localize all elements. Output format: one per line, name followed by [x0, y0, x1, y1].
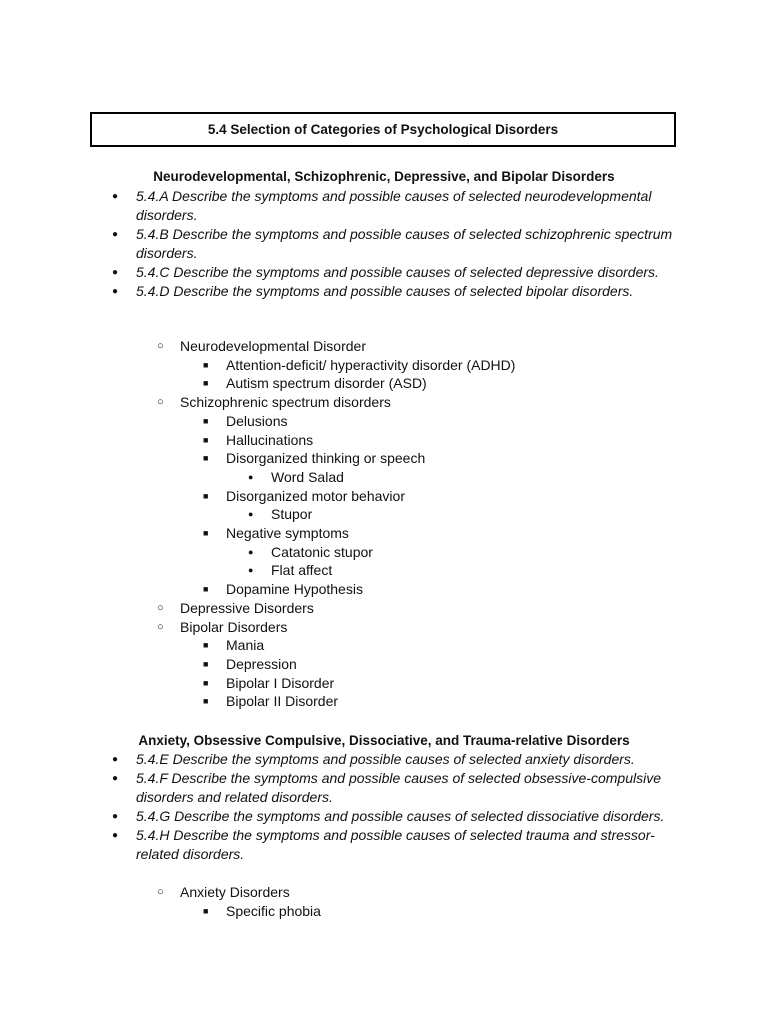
outline-item: ■ Disorganized thinking or speech — [0, 449, 768, 468]
outline-item: ■ Dopamine Hypothesis — [0, 580, 768, 599]
outline-item: ○ Schizophrenic spectrum disorders — [0, 393, 768, 412]
outline-item: ■ Specific phobia — [0, 902, 768, 921]
objective-item: ● 5.4.D Describe the symptoms and possible causes of selected bipolar disorders. — [0, 282, 684, 301]
page-title: 5.4 Selection of Categories of Psychological Disorders — [90, 112, 676, 147]
outline-item: ○ Neurodevelopmental Disorder — [0, 337, 768, 356]
outline-item: ■ Hallucinations — [0, 431, 768, 450]
objective-item: ● 5.4.G Describe the symptoms and possible causes of selected dissociative disorders. — [0, 807, 684, 826]
outline-item: ● Flat affect — [0, 561, 768, 580]
outline-item: ■ Negative symptoms — [0, 524, 768, 543]
objective-item: ● 5.4.C Describe the symptoms and possible causes of selected depressive disorders. — [0, 263, 684, 282]
outline-item: ○ Anxiety Disorders — [0, 883, 768, 902]
objectives-list-2 — [0, 750, 768, 864]
objective-item: ● 5.4.B Describe the symptoms and possible causes of selected schizophrenic spectrum disorders. — [0, 225, 684, 263]
outline-item: ○ Depressive Disorders — [0, 599, 768, 618]
outline-item: ■ Depression — [0, 655, 768, 674]
outline-item: ● Stupor — [0, 505, 768, 524]
objective-item: ● 5.4.H Describe the symptoms and possible causes of selected trauma and stressor-related disorders. — [0, 826, 684, 864]
objectives-list-1 — [0, 187, 768, 301]
outline-item: ■ Mania — [0, 636, 768, 655]
outline-item: ● Word Salad — [0, 468, 768, 487]
objective-item: ● 5.4.E Describe the symptoms and possible causes of selected anxiety disorders. — [0, 750, 684, 769]
objective-item: ● 5.4.F Describe the symptoms and possible causes of selected obsessive-compulsive disorders and related disorders. — [0, 769, 684, 807]
outline-item: ■ Bipolar II Disorder — [0, 692, 768, 711]
outline-item: ■ Attention-deficit/ hyperactivity disorder (ADHD) — [0, 356, 768, 375]
section-heading-1: Neurodevelopmental, Schizophrenic, Depressive, and Bipolar Disorders — [153, 169, 615, 184]
outline-list-2 — [0, 883, 768, 920]
outline-list-1 — [0, 337, 768, 711]
outline-item: ■ Disorganized motor behavior — [0, 487, 768, 506]
section-heading-2: Anxiety, Obsessive Compulsive, Dissociative, and Trauma-relative Disorders — [138, 733, 630, 748]
outline-item: ■ Autism spectrum disorder (ASD) — [0, 374, 768, 393]
outline-item: ■ Delusions — [0, 412, 768, 431]
outline-item: ○ Bipolar Disorders — [0, 618, 768, 637]
outline-item: ● Catatonic stupor — [0, 543, 768, 562]
objective-item: ● 5.4.A Describe the symptoms and possible causes of selected neurodevelopmental disorders. — [0, 187, 684, 225]
outline-item: ■ Bipolar I Disorder — [0, 674, 768, 693]
